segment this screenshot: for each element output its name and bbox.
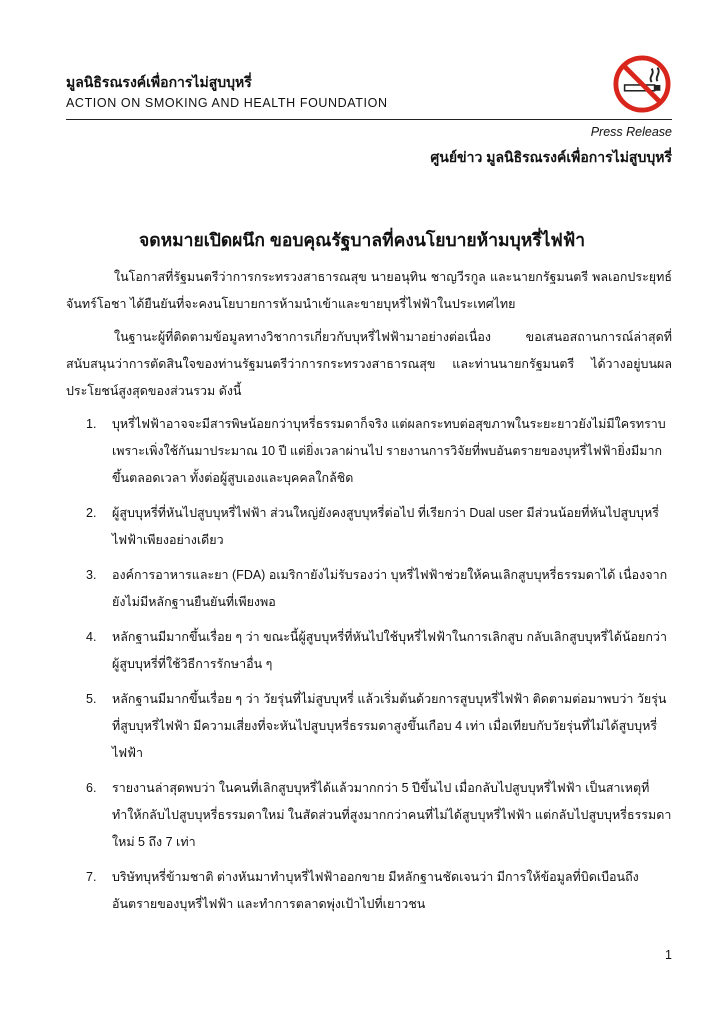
list-item-text: หลักฐานมีมากขึ้นเรื่อย ๆ ว่า ขณะนี้ผู้สูบบุหรี่ที่หันไปใช้บุหรี่ไฟฟ้าในการเลิกสูบ กลับเลิกสูบบุหรี่ได้น้อยกว่าผู้สูบบุหรี่ที่ใช้วิธีการรักษาอื่น ๆ [112,630,667,671]
list-item-number: 5. [86,692,97,706]
list-item-number: 2. [86,506,97,520]
list-item-number: 1. [86,417,97,431]
document-body [66,264,672,926]
list-item-number: 4. [86,630,97,644]
list-item-text: บริษัทบุหรี่ข้ามชาติ ต่างหันมาทำบุหรี่ไฟฟ้าออกขาย มีหลักฐานชัดเจนว่า มีการให้ข้อมูลที่บิดเบือนถึงอันตรายของบุหรี่ไฟฟ้า และทำการตลาดพุ่งเป้าไปที่เยาวชน [112,870,639,911]
page-number: 1 [665,948,672,962]
list-item-text: หลักฐานมีมากขึ้นเรื่อย ๆ ว่า วัยรุ่นที่ไม่สูบบุหรี่ แล้วเริ่มต้นด้วยการสูบบุหรี่ไฟฟ้า ติดตามต่อมาพบว่า วัยรุ่นที่สูบบุหรี่ไฟฟ้า มีความเสี่ยงที่จะหันไปสูบบุหรี่ธรรมดาสูงขึ้นเกือบ 4 เท่า เมื่อเทียบกับวัยรุ่นที่ไม่ได้สูบบุหรี่ไฟฟ้า [112,692,667,760]
context-paragraph: ในฐานะผู้ที่ติดตามข้อมูลทางวิชาการเกี่ยวกับบุหรี่ไฟฟ้ามาอย่างต่อเนื่อง ขอเสนอสถานการณ์ล่าสุดที่สนับสนุนว่าการตัดสินใจของท่านรัฐมนตรีว่าการกระทรวงสาธารณสุข และท่านนายกรัฐมนตรี ได้วางอยู่บนผลประโยชน์สูงสุดของส่วนรวม ดังนี้ [66,330,672,398]
list-item-number: 7. [86,870,97,884]
news-center-name: ศูนย์ข่าว มูลนิธิรณรงค์เพื่อการไม่สูบบุหรี่ [430,149,672,165]
findings-list [66,411,672,918]
list-item [66,562,672,616]
list-item [66,686,672,767]
list-item-text: บุหรี่ไฟฟ้าอาจจะมีสารพิษน้อยกว่าบุหรี่ธรรมดาก็จริง แต่ผลกระทบต่อสุขภาพในระยะยาวยังไม่มีใครทราบ เพราะเพิ่งใช้กันมาประมาณ 10 ปี แต่ยิ่งเวลาผ่านไป รายงานการวิจัยที่พบอันตรายของบุหรี่ไฟฟ้ายิ่งมีมากขึ้นตลอดเวลา ทั้งต่อผู้สูบเองและบุคคลใกล้ชิด [112,417,666,485]
header-divider [66,119,672,120]
list-item [66,500,672,554]
list-item [66,624,672,678]
org-name-english: ACTION ON SMOKING AND HEALTH FOUNDATION [66,96,388,110]
intro-paragraph: ในโอกาสที่รัฐมนตรีว่าการกระทรวงสาธารณสุข นายอนุทิน ชาญวีรกูล และนายกรัฐมนตรี พลเอกประยุทธ์ จันทร์โอชา ได้ยืนยันที่จะคงนโยบายการห้ามนำเข้าและขายบุหรี่ไฟฟ้าในประเทศไทย [66,270,672,311]
press-release-label: Press Release [590,125,672,139]
no-smoking-icon [613,55,671,113]
list-item-number: 6. [86,781,97,795]
list-item-text: ผู้สูบบุหรี่ที่หันไปสูบบุหรี่ไฟฟ้า ส่วนใหญ่ยังคงสูบบุหรี่ต่อไป ที่เรียกว่า Dual user มีส่วนน้อยที่หันไปสูบบุหรี่ไฟฟ้าเพียงอย่างเดียว [112,506,659,547]
list-item-text: รายงานล่าสุดพบว่า ในคนที่เลิกสูบบุหรี่ได้แล้วมากกว่า 5 ปีขึ้นไป เมื่อกลับไปสูบบุหรี่ไฟฟ้า เป็นสาเหตุที่ทำให้กลับไปสูบบุหรี่ธรรมดาใหม่ ในสัดส่วนที่สูงมากกว่าคนที่ไม่ได้สูบบุหรี่ไฟฟ้า แต่กลับไปสูบบุหรี่ธรรมดาใหม่ 5 ถึง 7 เท่า [112,781,672,849]
org-name-thai: มูลนิธิรณรงค์เพื่อการไม่สูบบุหรี่ [66,74,252,90]
document-title: จดหมายเปิดผนึก ขอบคุณรัฐบาลที่คงนโยบายห้ามบุหรี่ไฟฟ้า [138,230,586,250]
list-item [66,775,672,856]
list-item-number: 3. [86,568,97,582]
list-item [66,864,672,918]
list-item-text: องค์การอาหารและยา (FDA) อเมริกายังไม่รับรองว่า บุหรี่ไฟฟ้าช่วยให้คนเลิกสูบบุหรี่ธรรมดาได้ เนื่องจากยังไม่มีหลักฐานยืนยันที่เพียงพอ [112,568,668,609]
list-item [66,411,672,492]
